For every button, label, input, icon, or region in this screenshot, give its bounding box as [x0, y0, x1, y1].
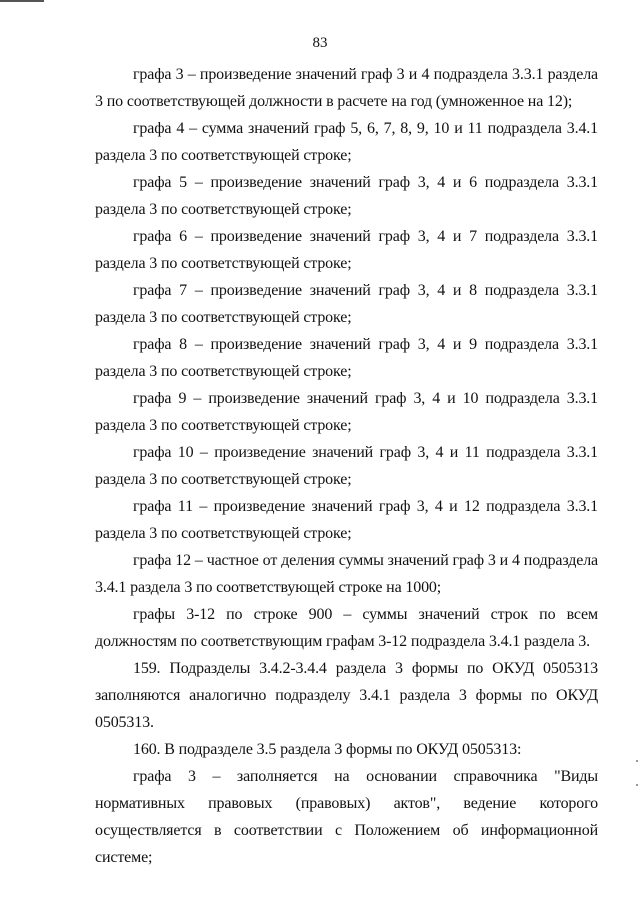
page-number: 83	[312, 35, 328, 51]
paragraph-grafa-10: графа 10 – произведение значений граф 3, 4 и 11 подраздела 3.3.1 раздела 3 по соответствующей строке;	[95, 444, 598, 488]
paragraph-grafy-3-12: графы 3-12 по строке 900 – суммы значений строк по всем должностям по соответствующим графам 3-12 подраздела 3.4.1 раздела 3.	[95, 606, 598, 650]
paragraph-160-grafa-3: графа 3 – заполняется на основании справочника "Виды нормативных правовых (правовых) актов", ведение которого осуществляется в соответствии с Положением об информационной системе;	[95, 768, 598, 866]
paragraph-grafa-6: графа 6 – произведение значений граф 3, 4 и 7 подраздела 3.3.1 раздела 3 по соответствующей строке;	[95, 228, 598, 272]
paragraph-grafa-4: графа 4 – сумма значений граф 5, 6, 7, 8, 9, 10 и 11 подраздела 3.4.1 раздела 3 по соответствующей строке;	[95, 120, 598, 164]
paragraph-grafa-5: графа 5 – произведение значений граф 3, 4 и 6 подраздела 3.3.1 раздела 3 по соответствующей строке;	[95, 174, 598, 218]
paragraph-grafa-3: графа 3 – произведение значений граф 3 и 4 подраздела 3.3.1 раздела 3 по соответствующей должности в расчете на год (умноженное на 12);	[95, 66, 598, 110]
paragraph-grafa-11: графа 11 – произведение значений граф 3, 4 и 12 подраздела 3.3.1 раздела 3 по соответствующей строке;	[95, 498, 598, 542]
scan-corner-mark	[0, 0, 44, 2]
paragraph-grafa-8: графа 8 – произведение значений граф 3, 4 и 9 подраздела 3.3.1 раздела 3 по соответствующей строке;	[95, 336, 598, 380]
document-body	[95, 61, 598, 871]
paragraph-item-159: 159. Подразделы 3.4.2-3.4.4 раздела 3 формы по ОКУД 0505313 заполняются аналогично подразделу 3.4.1 раздела 3 формы по ОКУД 0505313.	[95, 660, 598, 731]
paragraph-grafa-7: графа 7 – произведение значений граф 3, 4 и 8 подраздела 3.3.1 раздела 3 по соответствующей строке;	[95, 282, 598, 326]
paragraph-grafa-12: графа 12 – частное от деления суммы значений граф 3 и 4 подраздела 3.4.1 раздела 3 по соответствующей строке на 1000;	[95, 552, 598, 596]
scan-speck	[636, 784, 638, 786]
scan-speck	[636, 760, 638, 762]
paragraph-item-160: 160. В подразделе 3.5 раздела 3 формы по ОКУД 0505313:	[133, 741, 522, 758]
paragraph-grafa-9: графа 9 – произведение значений граф 3, 4 и 10 подраздела 3.3.1 раздела 3 по соответствующей строке;	[95, 390, 598, 434]
